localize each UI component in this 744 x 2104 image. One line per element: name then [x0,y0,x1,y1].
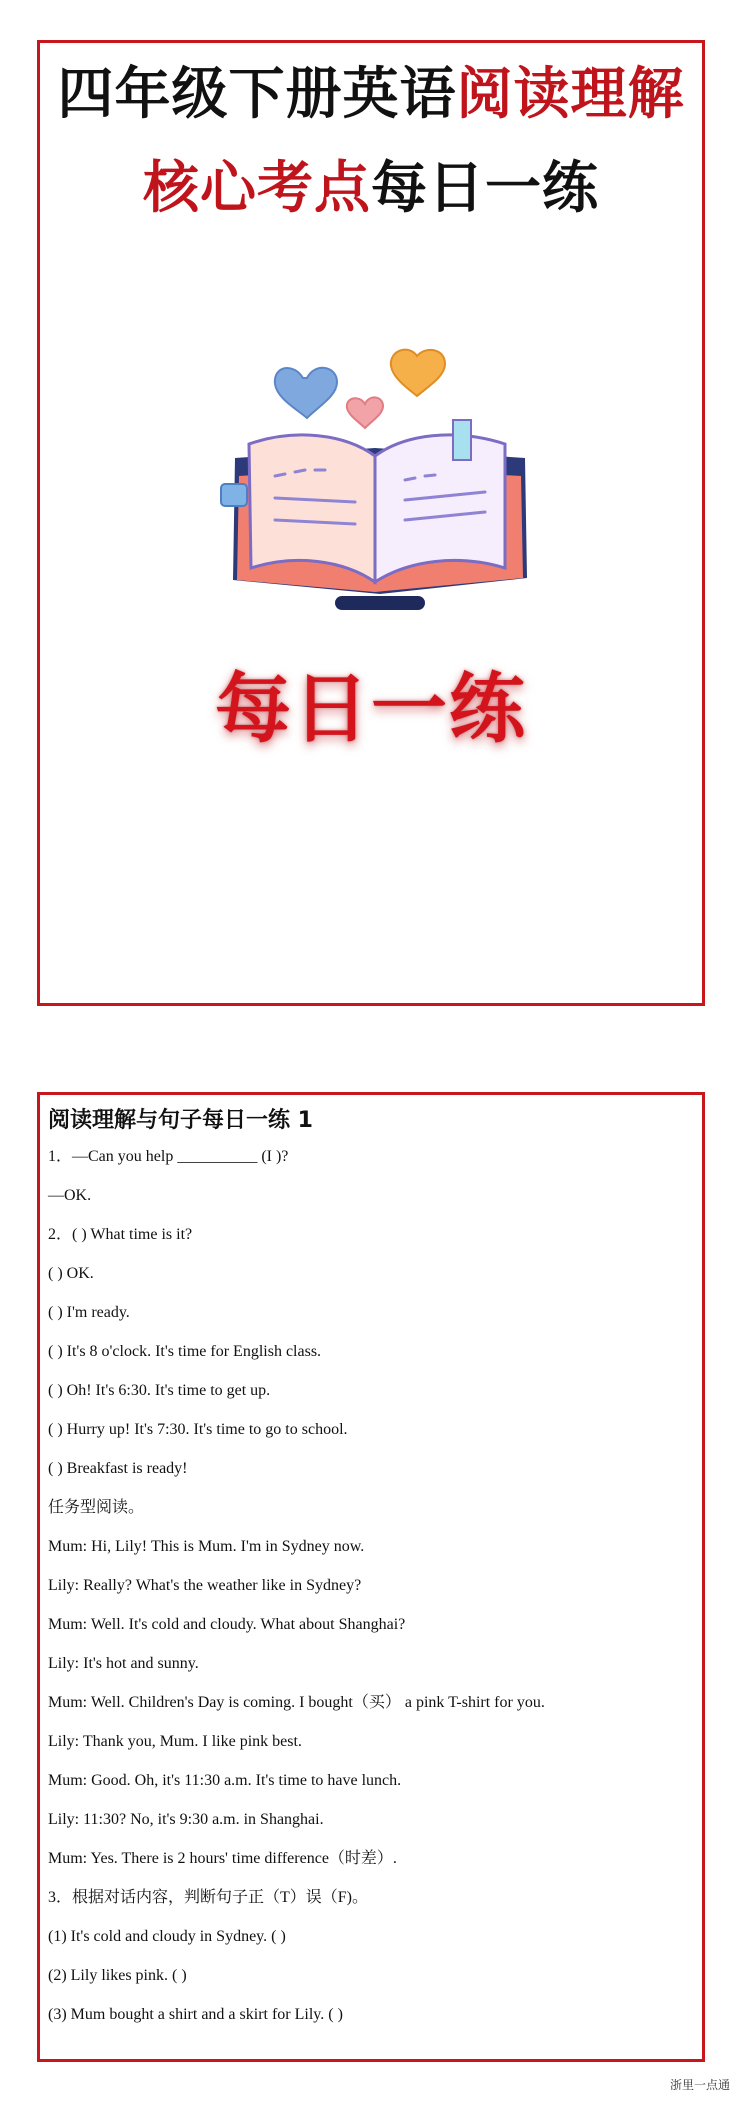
text-line: Mum: Hi, Lily! This is Mum. I'm in Sydney now. [48,1538,365,1555]
text-line: 1．—Can you help __________ (I )? [48,1148,289,1165]
text-line: Mum: Well. It's cold and cloudy. What about Shanghai? [48,1616,406,1633]
text-line: (3) Mum bought a shirt and a skirt for Lily. ( ) [48,2006,343,2023]
worksheet-frame [37,1092,705,2062]
text-line: Mum: Well. Children's Day is coming. I bought（买） a pink T-shirt for you. [48,1694,545,1711]
text-line: (1) It's cold and cloudy in Sydney. ( ) [48,1928,286,1945]
blue-heart-icon [275,368,337,418]
text-line: —OK. [48,1187,92,1204]
cover-title [40,61,702,128]
text-line: ( ) Oh! It's 6:30. It's time to get up. [48,1382,271,1399]
text-line: Lily: Thank you, Mum. I like pink best. [48,1733,302,1750]
text-line: ( ) I'm ready. [48,1304,130,1321]
cover-subtitle [40,155,702,222]
text-line: ( ) Hurry up! It's 7:30. It's time to go to school. [48,1421,348,1438]
text-line: 2．( ) What time is it? [48,1226,193,1243]
cover-title-red: 阅读理解 [456,62,685,127]
text-line: 3．根据对话内容，判断句子正（T）误（F)。 [48,1889,369,1906]
book-tab [221,484,247,506]
cover-title-black: 四年级下册英语 [57,62,457,127]
text-line: ( ) Breakfast is ready! [48,1460,188,1477]
cover-subtitle-red: 核心考点 [143,156,371,221]
book-right-page [375,435,505,582]
text-line: Lily: 11:30? No, it's 9:30 a.m. in Shanghai. [48,1811,324,1828]
bookmark [453,420,471,460]
worksheet-title: 阅读理解与句子每日一练 1 [48,1108,313,1133]
text-line: ( ) OK. [48,1265,94,1282]
book-left-page [249,435,375,582]
text-line: (2) Lily likes pink. ( ) [48,1967,187,1984]
orange-heart-icon [391,350,445,396]
pink-heart-icon [347,397,383,428]
worksheet-lines [48,1147,694,2044]
text-line: Mum: Good. Oh, it's 11:30 a.m. It's time to have lunch. [48,1772,402,1789]
daily-practice-banner: 每日一练 [215,664,527,753]
text-line: 任务型阅读。 [48,1499,145,1516]
book-hearts-illustration [215,348,545,628]
cover-subtitle-black: 每日一练 [371,156,599,221]
text-line: Lily: It's hot and sunny. [48,1655,199,1672]
cover-frame [37,40,705,1006]
text-line: Lily: Really? What's the weather like in Sydney? [48,1577,362,1594]
text-line: Mum: Yes. There is 2 hours' time difference（时差）. [48,1850,397,1867]
text-line: ( ) It's 8 o'clock. It's time for English class. [48,1343,322,1360]
footer-watermark: 浙里一点通 [669,2078,730,2092]
